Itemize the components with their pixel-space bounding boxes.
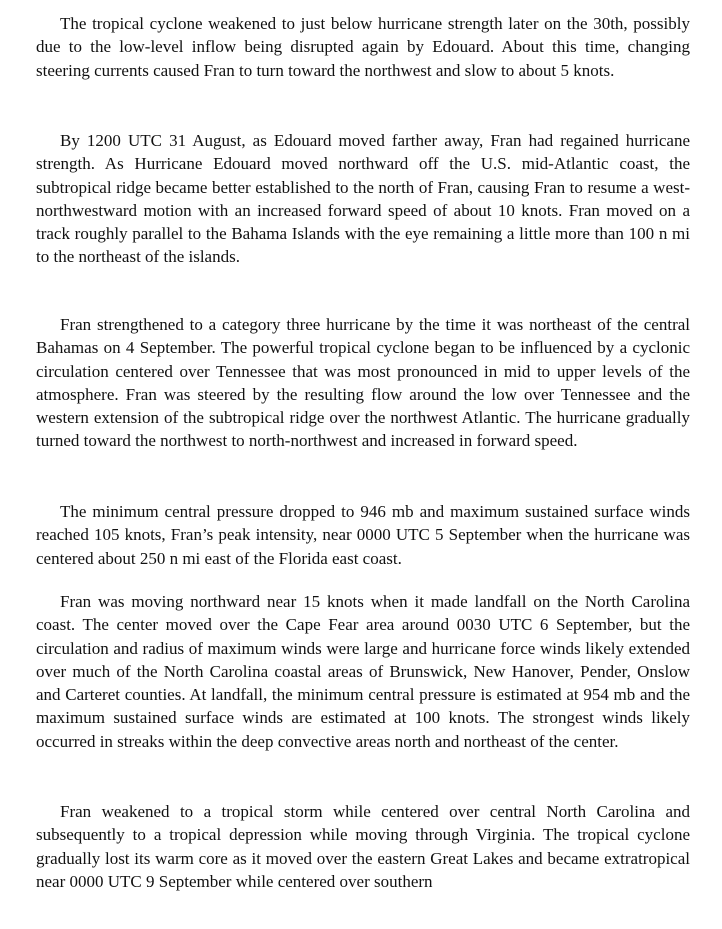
paragraph-1: The tropical cyclone weakened to just below hurricane strength later on the 30th, possibly due to the low-level inflow being disrupted again by Edouard. About this time, changing steering currents caused Fran to turn toward the northwest and slow to about 5 knots. (36, 14, 690, 80)
paragraph-6: Fran weakened to a tropical storm while centered over central North Carolina and subsequently to a tropical depression while moving through Virginia. The tropical cyclone gradually lost its warm core as it moved over the eastern Great Lakes and became extratropical near 0000 UTC 9 September while centered over southern (36, 802, 690, 891)
paragraph-5: Fran was moving northward near 15 knots when it made landfall on the North Carolina coast. The center moved over the Cape Fear area around 0030 UTC 6 September, but the circulation and radius of maximum winds were large and hurricane force winds likely extended over much of the North Carolina coastal areas of Brunswick, New Hanover, Pender, Onslow and Carteret counties. At landfall, the minimum central pressure is estimated at 954 mb and the maximum sustained surface winds are estimated at 100 knots. The strongest winds likely occurred in streaks within the deep convective areas north and northeast of the center. (36, 592, 690, 751)
paragraph-4: The minimum central pressure dropped to 946 mb and maximum sustained surface winds reached 105 knots, Fran’s peak intensity, near 0000 UTC 5 September when the hurricane was centered about 250 n mi east of the Florida east coast. (36, 502, 690, 568)
paragraph-3: Fran strengthened to a category three hurricane by the time it was northeast of the central Bahamas on 4 September. The powerful tropical cyclone began to be influenced by a cyclonic circulation centered over Tennessee that was most pronounced in mid to upper levels of the atmosphere. Fran was steered by the resulting flow around the low over Tennessee and the western extension of the subtropical ridge over the northwest Atlantic. The hurricane gradually turned toward the northwest to north-northwest and increased in forward speed. (36, 315, 690, 451)
paragraph-2: By 1200 UTC 31 August, as Edouard moved farther away, Fran had regained hurricane strength. As Hurricane Edouard moved northward off the U.S. mid-Atlantic coast, the subtropical ridge became better established to the north of Fran, causing Fran to resume a west-northwestward motion with an increased forward speed of about 10 knots. Fran moved on a track roughly parallel to the Bahama Islands with the eye remaining a little more than 100 n mi to the northeast of the islands. (36, 131, 690, 267)
